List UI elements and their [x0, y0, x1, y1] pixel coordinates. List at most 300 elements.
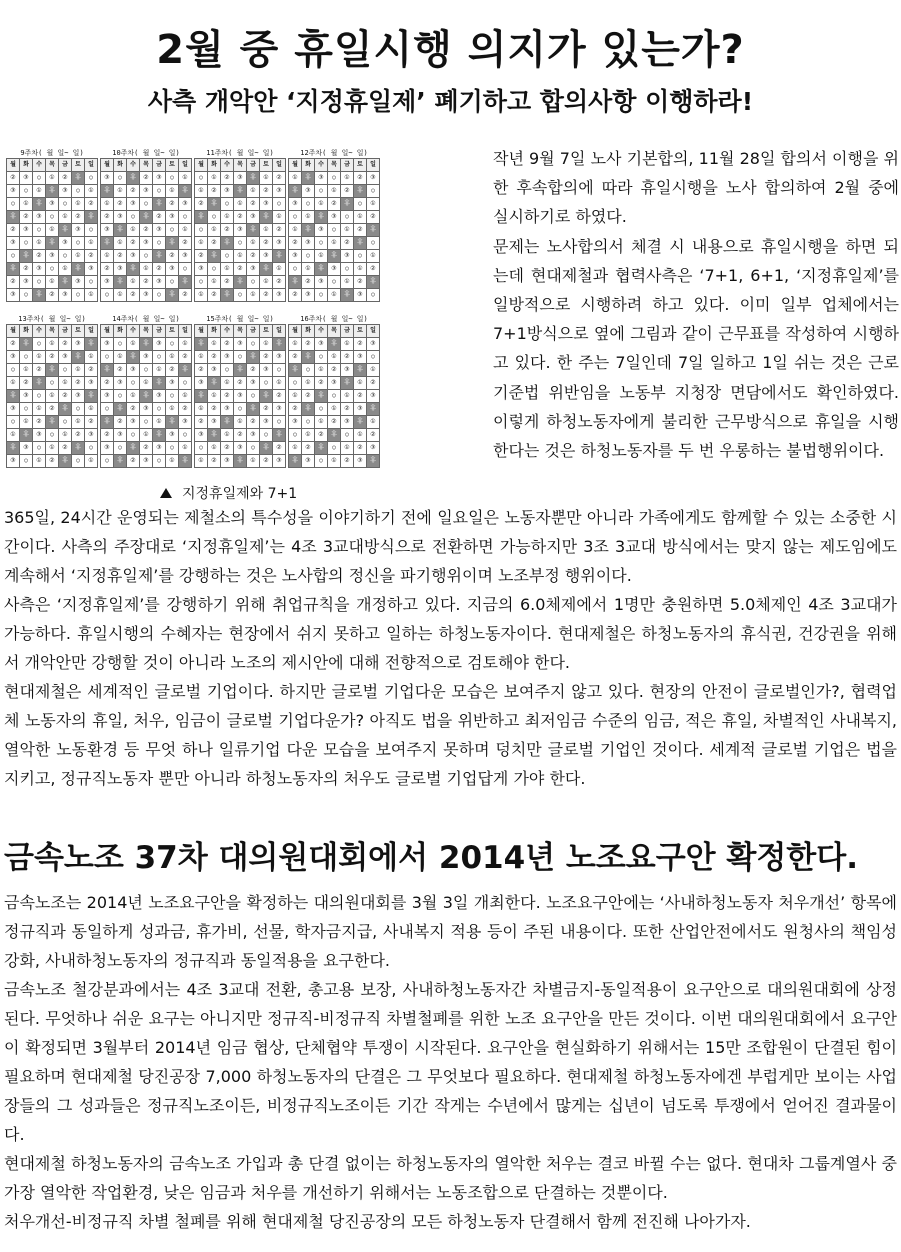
shift-cell: ② — [289, 351, 302, 364]
day-header: 금 — [341, 325, 354, 338]
shift-cell: ② — [367, 429, 380, 442]
shift-cell: ③ — [302, 237, 315, 250]
shift-cell: ③ — [127, 250, 140, 263]
shift-cell: ② — [289, 289, 302, 302]
shift-cell: ② — [328, 198, 341, 211]
shift-cell: ② — [85, 250, 98, 263]
shift-cell: ③ — [247, 429, 260, 442]
day-header: 월 — [195, 325, 208, 338]
day-header: 목 — [234, 325, 247, 338]
shift-cell: ○ — [7, 250, 20, 263]
shift-cell: 휴 — [127, 442, 140, 455]
shift-cell: ③ — [247, 377, 260, 390]
shift-cell: 휴 — [302, 172, 315, 185]
shift-cell: ③ — [140, 403, 153, 416]
shift-cell: ② — [20, 263, 33, 276]
shift-cell: ① — [328, 237, 341, 250]
week-table — [100, 158, 192, 302]
shift-cell: ① — [179, 224, 192, 237]
shift-cell: ① — [179, 390, 192, 403]
shift-cell: 휴 — [179, 455, 192, 468]
shift-cell: ① — [208, 224, 221, 237]
shift-cell: ○ — [72, 185, 85, 198]
shift-cell: 휴 — [195, 338, 208, 351]
shift-cell: 휴 — [315, 211, 328, 224]
shift-cell: 휴 — [260, 390, 273, 403]
day-header: 금 — [247, 325, 260, 338]
section-heading: 금속노조 37차 대의원대회에서 2014년 노조요구안 확정한다. — [4, 840, 858, 876]
shift-cell: ① — [166, 351, 179, 364]
shift-cell: ① — [341, 442, 354, 455]
shift-cell: ③ — [59, 185, 72, 198]
shift-cell: ① — [221, 429, 234, 442]
shift-cell: ○ — [114, 390, 127, 403]
day-header: 일 — [273, 159, 286, 172]
work-schedule-figure — [6, 148, 482, 470]
week-label: 15주차( 월 일~ 일) — [206, 315, 274, 323]
shift-cell: ① — [59, 377, 72, 390]
shift-cell: ○ — [33, 224, 46, 237]
shift-cell: ③ — [140, 455, 153, 468]
day-header: 수 — [127, 325, 140, 338]
page-title: 2월 중 휴일시행 의지가 있는가? — [156, 27, 745, 73]
shift-cell: ○ — [273, 198, 286, 211]
shift-cell: ○ — [302, 364, 315, 377]
shift-cell: ① — [234, 250, 247, 263]
shift-cell: ② — [273, 390, 286, 403]
shift-cell: ② — [260, 403, 273, 416]
shift-cell: ① — [221, 211, 234, 224]
shift-cell: ② — [46, 403, 59, 416]
week-table — [288, 158, 380, 302]
shift-cell: ③ — [7, 289, 20, 302]
day-header: 금 — [59, 159, 72, 172]
shift-cell: ③ — [153, 338, 166, 351]
shift-cell: ③ — [315, 338, 328, 351]
shift-cell: ○ — [315, 403, 328, 416]
shift-cell: ① — [289, 442, 302, 455]
shift-cell: ② — [260, 289, 273, 302]
shift-cell: ③ — [46, 250, 59, 263]
shift-cell: ○ — [114, 442, 127, 455]
shift-cell: ○ — [273, 364, 286, 377]
shift-cell: ① — [33, 403, 46, 416]
shift-cell: ○ — [341, 263, 354, 276]
shift-cell: ③ — [315, 276, 328, 289]
shift-cell: 휴 — [46, 364, 59, 377]
shift-cell: ② — [302, 442, 315, 455]
shift-cell: ② — [247, 416, 260, 429]
day-header: 토 — [72, 325, 85, 338]
shift-cell: ③ — [101, 338, 114, 351]
shift-cell: ② — [127, 289, 140, 302]
shift-cell: 휴 — [166, 416, 179, 429]
shift-cell: ② — [273, 224, 286, 237]
shift-cell: ② — [140, 224, 153, 237]
shift-cell: ○ — [260, 377, 273, 390]
shift-cell: ○ — [85, 172, 98, 185]
shift-cell: ③ — [20, 224, 33, 237]
shift-cell: ② — [59, 442, 72, 455]
day-header: 일 — [85, 159, 98, 172]
shift-cell: ② — [234, 263, 247, 276]
shift-cell: ③ — [101, 442, 114, 455]
shift-cell: ① — [302, 377, 315, 390]
shift-cell: ③ — [153, 172, 166, 185]
shift-cell: 휴 — [85, 211, 98, 224]
day-header: 목 — [234, 159, 247, 172]
shift-cell: ② — [179, 237, 192, 250]
shift-cell: ② — [59, 338, 72, 351]
shift-cell: 휴 — [315, 442, 328, 455]
shift-cell: ① — [341, 224, 354, 237]
shift-cell: ① — [354, 429, 367, 442]
shift-cell: ③ — [114, 263, 127, 276]
shift-cell: ① — [20, 198, 33, 211]
shift-cell: 휴 — [247, 172, 260, 185]
shift-cell: ③ — [302, 185, 315, 198]
shift-cell: ③ — [179, 198, 192, 211]
shift-cell: ② — [221, 172, 234, 185]
shift-cell: ① — [101, 198, 114, 211]
shift-cell: ③ — [260, 416, 273, 429]
shift-cell: ③ — [234, 390, 247, 403]
shift-cell: 휴 — [341, 377, 354, 390]
shift-cell: ○ — [328, 172, 341, 185]
shift-cell: ① — [328, 185, 341, 198]
shift-cell: ○ — [7, 364, 20, 377]
shift-cell: 휴 — [114, 455, 127, 468]
shift-cell: 휴 — [234, 185, 247, 198]
shift-cell: ① — [273, 211, 286, 224]
intro-paragraph: 문제는 노사합의서 체결 시 내용으로 휴일시행을 하면 되는데 현대제철과 협력사측은 ‘7+1, 6+1, ‘지정휴일제’를 일방적으로 시행하려 하고 있다. 이미 일부 업체에서는 7+1방식으로 옆에 그림과 같이 근무표를 작성하여 시행하고 있다. 한 주는 7일인데 7일 일하고 1일 쉬는 것은 근로기준법 위반임을 노동부 지청장 면담에서도 확인하였다. 이렇게 하청노동자에게 불리한 근무방식으로 휴일을 시행한다는 것은 하청노동자를 두 번 우롱하는 불법행위이다. — [493, 236, 899, 461]
shift-cell: ○ — [114, 172, 127, 185]
shift-cell: ③ — [153, 390, 166, 403]
shift-cell: ○ — [328, 224, 341, 237]
shift-cell: ① — [46, 442, 59, 455]
shift-cell: ② — [302, 338, 315, 351]
shift-cell: ○ — [247, 276, 260, 289]
day-header: 토 — [354, 159, 367, 172]
shift-cell: ③ — [354, 455, 367, 468]
day-header: 토 — [260, 159, 273, 172]
shift-cell: 휴 — [315, 390, 328, 403]
shift-cell: 휴 — [367, 455, 380, 468]
shift-cell: ② — [179, 403, 192, 416]
shift-cell: 휴 — [354, 416, 367, 429]
shift-cell: 휴 — [33, 289, 46, 302]
shift-cell: ② — [101, 263, 114, 276]
shift-cell: ① — [195, 351, 208, 364]
shift-cell: ○ — [234, 289, 247, 302]
shift-cell: ② — [72, 211, 85, 224]
day-header: 일 — [85, 325, 98, 338]
shift-cell: ○ — [328, 390, 341, 403]
shift-cell: ○ — [140, 198, 153, 211]
shift-cell: ③ — [221, 351, 234, 364]
shift-cell: ③ — [260, 364, 273, 377]
shift-cell: ③ — [7, 403, 20, 416]
shift-cell: ○ — [153, 289, 166, 302]
shift-cell: 휴 — [208, 429, 221, 442]
shift-cell: ① — [7, 377, 20, 390]
shift-cell: ② — [208, 237, 221, 250]
shift-cell: ○ — [302, 198, 315, 211]
shift-cell: ○ — [153, 455, 166, 468]
shift-cell: ○ — [101, 403, 114, 416]
shift-cell: ② — [195, 198, 208, 211]
shift-cell: ② — [354, 442, 367, 455]
shift-cell: 휴 — [328, 250, 341, 263]
shift-cell: ③ — [195, 429, 208, 442]
shift-cell: ① — [260, 224, 273, 237]
shift-cell: ③ — [101, 276, 114, 289]
day-header: 금 — [153, 325, 166, 338]
shift-cell: ③ — [341, 416, 354, 429]
shift-cell: ② — [46, 455, 59, 468]
shift-cell: ① — [179, 338, 192, 351]
shift-cell: ① — [195, 403, 208, 416]
shift-cell: ③ — [72, 276, 85, 289]
shift-cell: 휴 — [140, 338, 153, 351]
shift-cell: ① — [208, 442, 221, 455]
shift-cell: ③ — [221, 403, 234, 416]
shift-cell: 휴 — [166, 237, 179, 250]
day-header: 목 — [46, 325, 59, 338]
shift-cell: ③ — [33, 429, 46, 442]
shift-cell: ③ — [247, 263, 260, 276]
shift-cell: ② — [179, 351, 192, 364]
shift-cell: ② — [328, 364, 341, 377]
shift-cell: 휴 — [114, 224, 127, 237]
shift-cell: ① — [59, 211, 72, 224]
shift-cell: ③ — [341, 250, 354, 263]
shift-cell: ① — [367, 416, 380, 429]
shift-cell: ① — [234, 198, 247, 211]
shift-cell: 휴 — [289, 364, 302, 377]
shift-cell: 휴 — [247, 351, 260, 364]
shift-cell: ① — [127, 338, 140, 351]
shift-cell: ③ — [273, 185, 286, 198]
week-label: 12주차( 월 일~ 일) — [300, 149, 368, 157]
shift-cell: ○ — [127, 211, 140, 224]
shift-cell: 휴 — [72, 442, 85, 455]
shift-cell: ○ — [367, 289, 380, 302]
shift-cell: ③ — [140, 237, 153, 250]
day-header: 금 — [153, 159, 166, 172]
shift-cell: ① — [20, 364, 33, 377]
shift-cell: ③ — [354, 351, 367, 364]
shift-cell: ① — [247, 237, 260, 250]
shift-cell: ③ — [195, 263, 208, 276]
shift-cell: ① — [341, 390, 354, 403]
shift-cell: ② — [354, 338, 367, 351]
shift-cell: ③ — [33, 263, 46, 276]
shift-cell: ○ — [72, 289, 85, 302]
shift-cell: 휴 — [153, 429, 166, 442]
shift-cell: ○ — [20, 185, 33, 198]
day-header: 목 — [140, 159, 153, 172]
shift-cell: 휴 — [234, 455, 247, 468]
shift-cell: ② — [46, 351, 59, 364]
day-header: 일 — [367, 325, 380, 338]
shift-cell: ③ — [289, 198, 302, 211]
shift-cell: ○ — [221, 198, 234, 211]
shift-cell: ① — [367, 198, 380, 211]
shift-cell: ○ — [221, 250, 234, 263]
intro-column — [493, 144, 899, 465]
shift-cell: ③ — [114, 211, 127, 224]
shift-cell: ② — [153, 211, 166, 224]
shift-cell: ① — [127, 390, 140, 403]
shift-cell: ① — [7, 429, 20, 442]
shift-cell: ③ — [59, 237, 72, 250]
shift-cell: ② — [7, 172, 20, 185]
shift-cell: ○ — [208, 263, 221, 276]
shift-cell: 휴 — [101, 185, 114, 198]
shift-cell: ③ — [289, 416, 302, 429]
shift-cell: ② — [328, 416, 341, 429]
shift-cell: 휴 — [179, 185, 192, 198]
shift-cell: ○ — [153, 237, 166, 250]
shift-cell: ○ — [166, 172, 179, 185]
shift-cell: ③ — [234, 172, 247, 185]
shift-cell: ③ — [179, 416, 192, 429]
shift-cell: ② — [208, 455, 221, 468]
shift-cell: ② — [72, 429, 85, 442]
shift-cell: ③ — [260, 198, 273, 211]
shift-cell: 휴 — [46, 185, 59, 198]
shift-cell: ② — [273, 276, 286, 289]
shift-cell: ① — [46, 224, 59, 237]
shift-cell: 휴 — [20, 338, 33, 351]
week-table — [100, 324, 192, 468]
shift-cell: ② — [260, 237, 273, 250]
shift-cell: ① — [354, 211, 367, 224]
shift-cell: ③ — [166, 377, 179, 390]
shift-cell: ③ — [85, 429, 98, 442]
shift-cell: ③ — [221, 455, 234, 468]
day-header: 금 — [59, 325, 72, 338]
shift-cell: 휴 — [127, 172, 140, 185]
shift-cell: 휴 — [114, 403, 127, 416]
shift-cell: ③ — [153, 224, 166, 237]
shift-cell: ② — [221, 338, 234, 351]
shift-cell: ② — [234, 377, 247, 390]
shift-cell: ○ — [153, 351, 166, 364]
shift-cell: ② — [341, 403, 354, 416]
shift-cell: ○ — [260, 429, 273, 442]
shift-cell: ③ — [101, 172, 114, 185]
shift-cell: ② — [153, 263, 166, 276]
shift-cell: ① — [315, 198, 328, 211]
shift-cell: ① — [46, 172, 59, 185]
day-header: 월 — [7, 325, 20, 338]
shift-cell: ② — [33, 250, 46, 263]
shift-cell: 휴 — [166, 289, 179, 302]
shift-cell: ② — [20, 211, 33, 224]
shift-cell: ③ — [273, 403, 286, 416]
day-header: 수 — [33, 159, 46, 172]
shift-cell: ① — [195, 289, 208, 302]
shift-cell: ○ — [140, 364, 153, 377]
shift-cell: ① — [166, 455, 179, 468]
shift-cell: ① — [208, 338, 221, 351]
week-label: 13주차( 월 일~ 일) — [18, 315, 86, 323]
shift-cell: 휴 — [127, 351, 140, 364]
shift-cell: ○ — [33, 276, 46, 289]
shift-cell: ① — [289, 172, 302, 185]
shift-cell: ③ — [289, 250, 302, 263]
day-header: 화 — [208, 159, 221, 172]
shift-cell: ② — [46, 289, 59, 302]
shift-cell: ① — [140, 429, 153, 442]
shift-cell: ○ — [354, 198, 367, 211]
shift-cell: ② — [140, 442, 153, 455]
shift-cell: ○ — [33, 390, 46, 403]
shift-cell: ① — [341, 172, 354, 185]
triangle-up-icon — [160, 488, 172, 498]
shift-cell: 휴 — [101, 364, 114, 377]
shift-cell: ③ — [20, 390, 33, 403]
shift-cell: ○ — [59, 364, 72, 377]
shift-cell: ② — [127, 455, 140, 468]
shift-cell: ① — [166, 403, 179, 416]
shift-cell: ○ — [195, 442, 208, 455]
shift-cell: ① — [101, 250, 114, 263]
shift-cell: 휴 — [195, 390, 208, 403]
day-header: 화 — [20, 325, 33, 338]
shift-cell: ① — [260, 276, 273, 289]
shift-cell: ② — [140, 276, 153, 289]
shift-cell: 휴 — [260, 442, 273, 455]
shift-cell: 휴 — [208, 250, 221, 263]
shift-cell: ① — [341, 276, 354, 289]
shift-cell: ① — [208, 172, 221, 185]
shift-cell: ○ — [367, 351, 380, 364]
shift-cell: 휴 — [367, 403, 380, 416]
shift-cell: 휴 — [127, 263, 140, 276]
shift-cell: ② — [260, 455, 273, 468]
shift-cell: ③ — [367, 172, 380, 185]
shift-cell: ○ — [101, 351, 114, 364]
shift-cell: 휴 — [302, 351, 315, 364]
shift-cell: ○ — [273, 416, 286, 429]
shift-cell: ○ — [234, 237, 247, 250]
shift-cell: ① — [85, 289, 98, 302]
shift-cell: ③ — [59, 289, 72, 302]
shift-cell: ② — [315, 377, 328, 390]
shift-cell: ① — [179, 172, 192, 185]
shift-cell: ③ — [315, 172, 328, 185]
shift-cell: ③ — [273, 237, 286, 250]
shift-cell: ② — [166, 250, 179, 263]
week-table — [194, 324, 286, 468]
shift-cell: ○ — [234, 351, 247, 364]
day-header: 수 — [33, 325, 46, 338]
shift-cell: ○ — [179, 263, 192, 276]
shift-cell: ○ — [46, 377, 59, 390]
shift-cell: ② — [234, 429, 247, 442]
day-header: 목 — [328, 325, 341, 338]
shift-cell: 휴 — [247, 224, 260, 237]
shift-cell: ① — [85, 351, 98, 364]
shift-cell: ② — [221, 224, 234, 237]
week-table — [288, 324, 380, 468]
shift-cell: ② — [101, 429, 114, 442]
shift-cell: ② — [59, 390, 72, 403]
shift-cell: ③ — [328, 211, 341, 224]
